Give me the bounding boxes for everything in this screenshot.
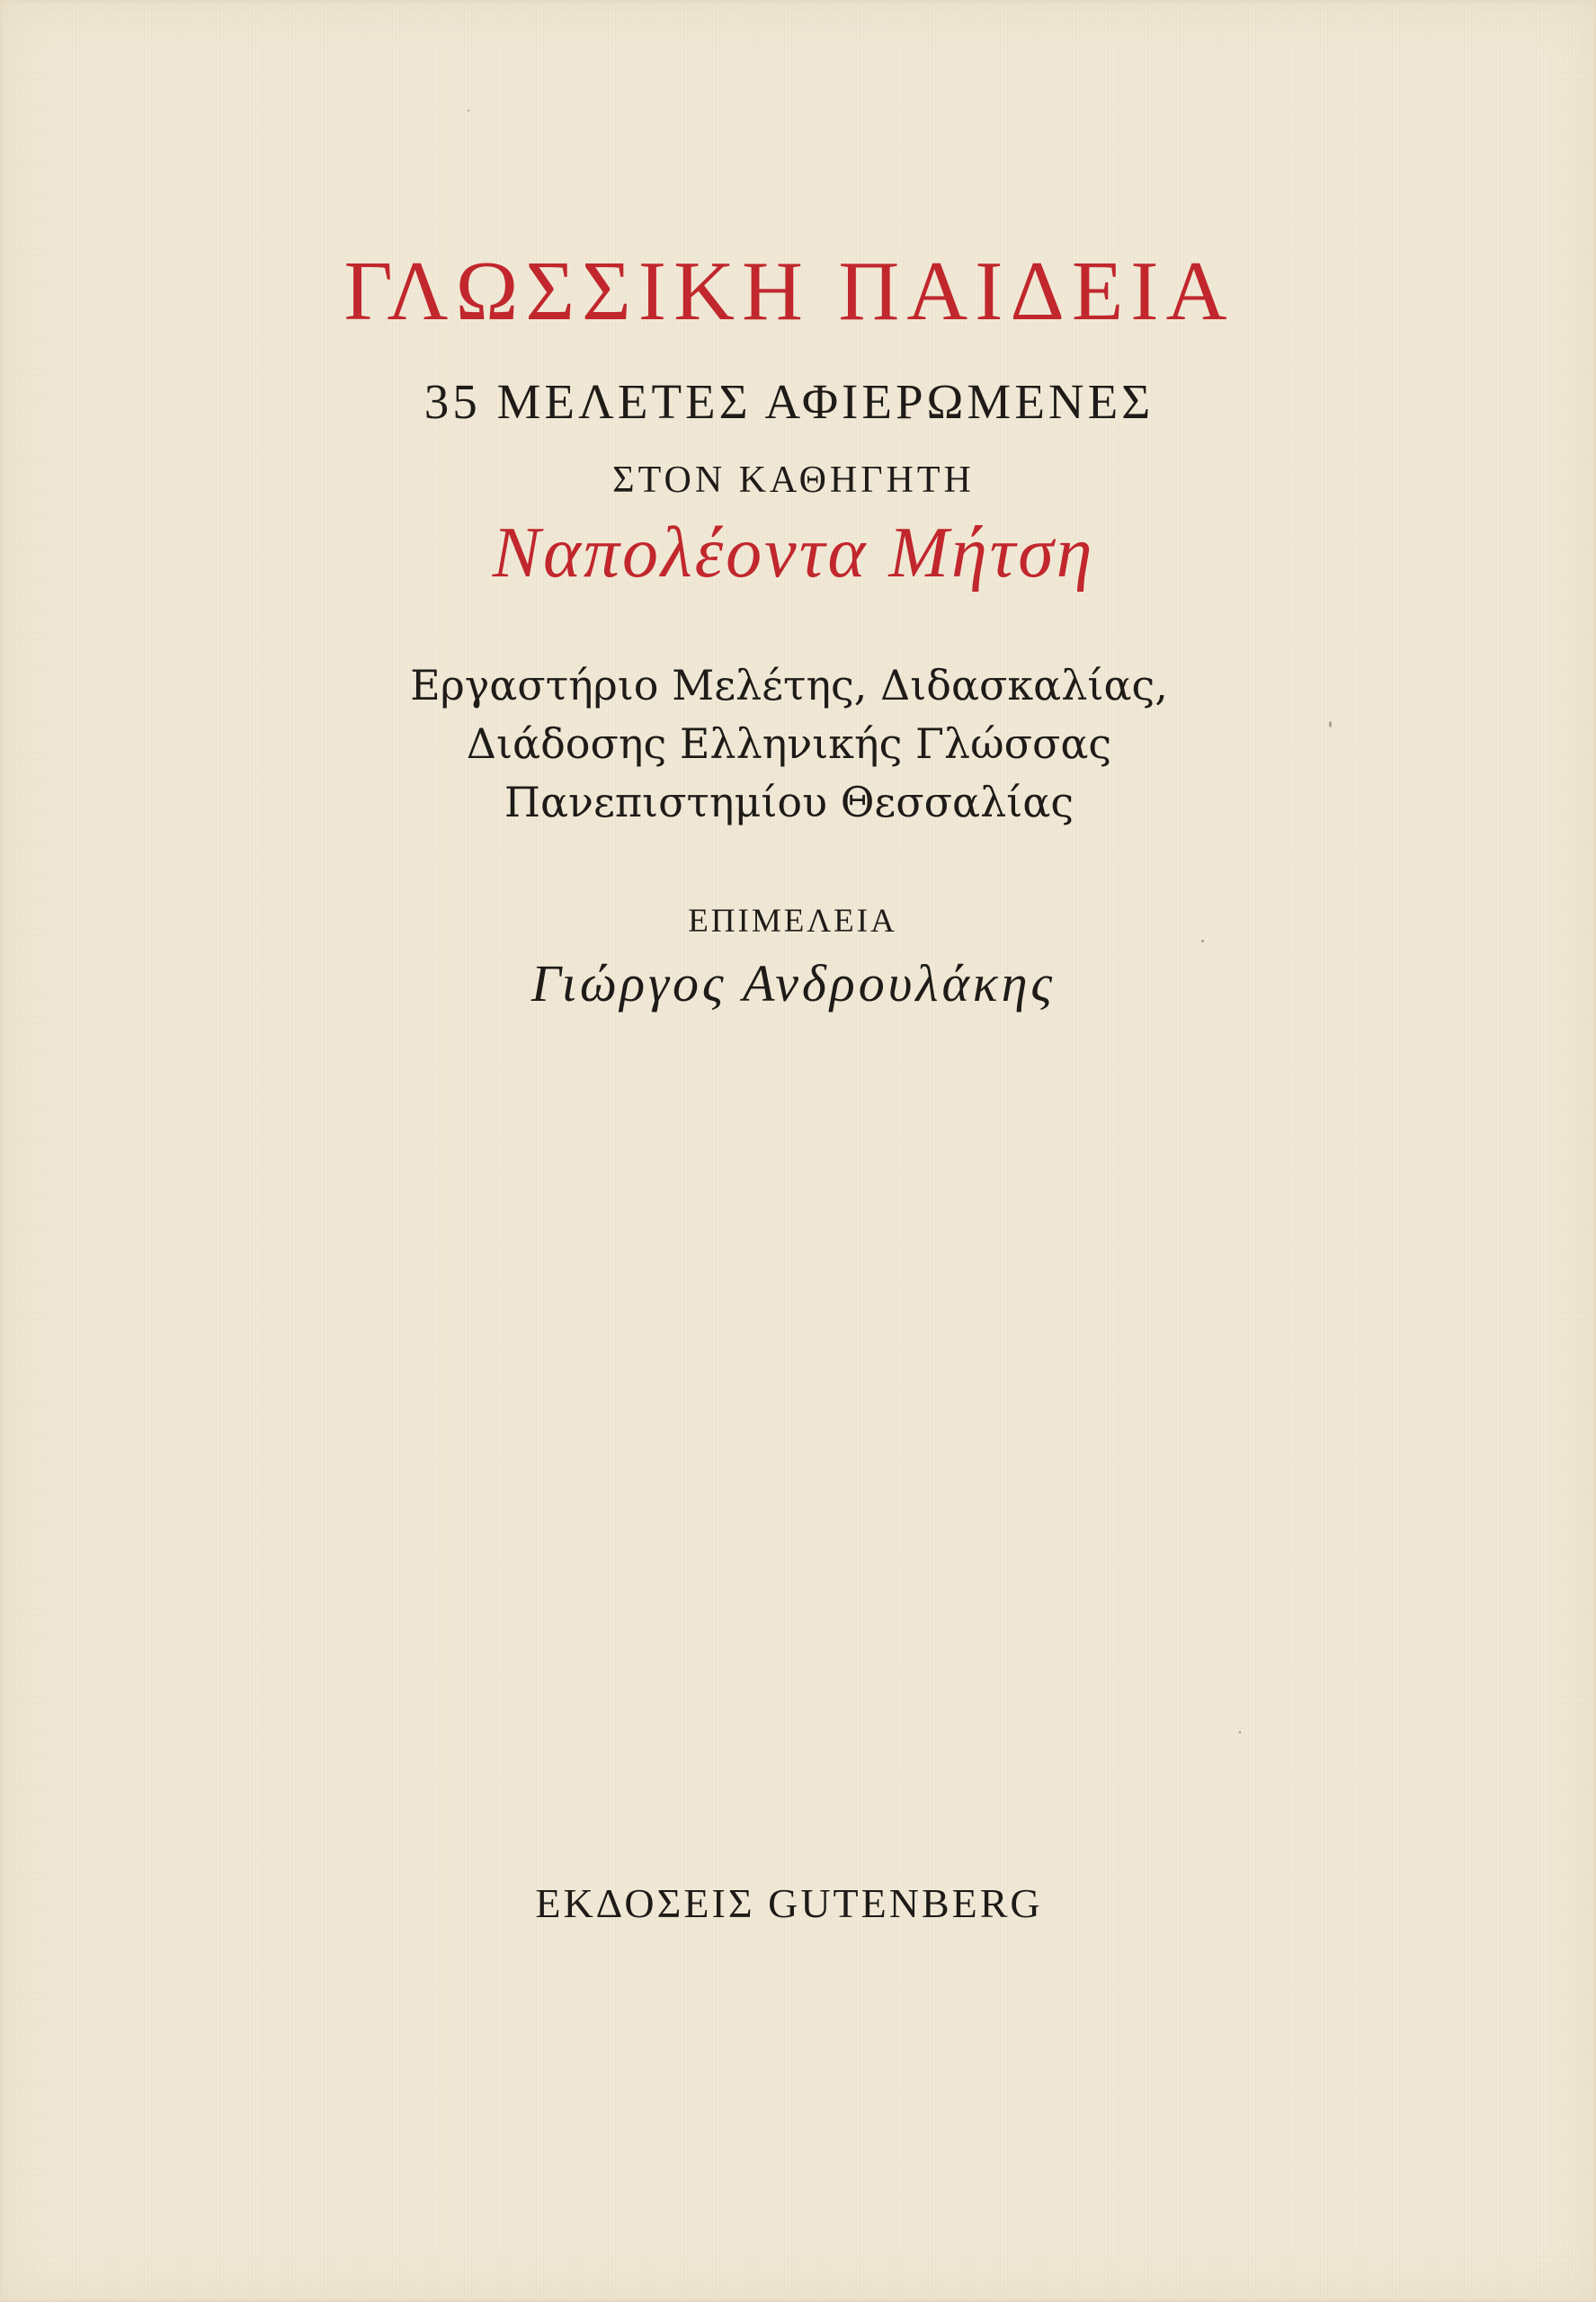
editor-name: Γιώργος Ανδρουλάκης: [531, 954, 1057, 1013]
honoree-name: Ναπολέοντα Μήτση: [492, 513, 1095, 593]
publisher-name: ΕΚΔΟΣΕΙΣ GUTENBERG: [535, 1880, 1043, 1926]
paper-speck: [1201, 940, 1204, 942]
book-title: ΓΛΩΣΣΙΚΗ ΠΑΙΔΕΙΑ: [343, 245, 1235, 338]
book-subtitle: 35 ΜΕΛΕΤΕΣ ΑΦΙΕΡΩΜΕΝΕΣ: [424, 374, 1155, 429]
institution-line: Πανεπιστημίου Θεσσαλίας: [504, 778, 1074, 826]
editor-label: ΕΠΙΜΕΛΕΙΑ: [688, 903, 897, 940]
paper-speck: [468, 110, 469, 112]
paper-speck: [1239, 1731, 1241, 1734]
institution-line: Εργαστήριο Μελέτης, Διδασκαλίας,: [410, 661, 1168, 709]
dedication-prefix: ΣΤΟΝ ΚΑΘΗΓΗΤΗ: [612, 460, 975, 501]
paper-speck: [1329, 721, 1332, 727]
institution-line: Διάδοσης Ελληνικής Γλώσσας: [466, 719, 1112, 768]
